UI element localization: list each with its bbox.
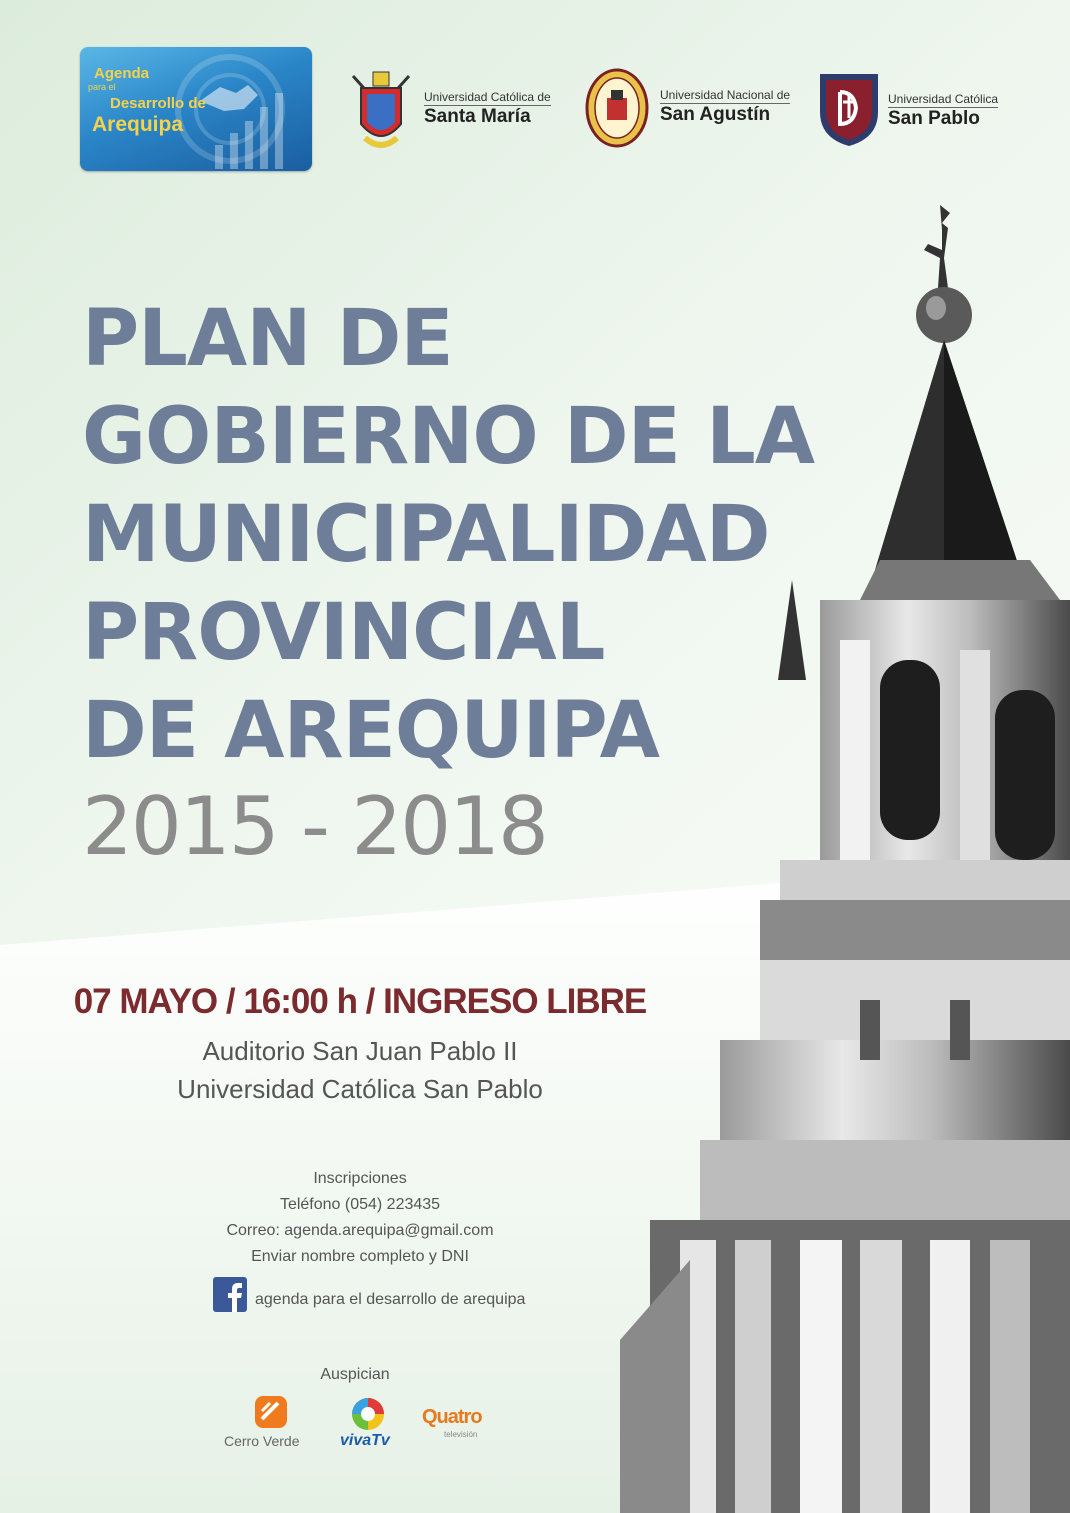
vivatv-logo [338,1396,398,1456]
title-line-4: PROVINCIAL [82,588,605,678]
ucsp-small-text: Universidad Católica [888,92,999,106]
unsa-seal-icon [585,68,649,148]
vivatv-text: vivaTv [340,1432,390,1449]
ucsm-small-text: Universidad Católica de [424,90,551,104]
quatro-logo [422,1406,512,1446]
registration-heading: Inscripciones [313,1170,407,1187]
vivatv-icon [346,1396,390,1432]
ucsm-crest-icon [345,68,417,158]
quatro-subtext: televisión [444,1430,478,1439]
ucsm-name: Santa María [424,106,531,127]
venue-university: Universidad Católica San Pablo [177,1074,543,1104]
agenda-desarrollo-logo [80,47,312,171]
cerro-verde-text: Cerro Verde [224,1433,300,1449]
facebook-icon[interactable] [213,1277,247,1312]
quatro-text: Quatro [422,1406,482,1428]
facebook-page-link[interactable]: agenda para el desarrollo de arequipa [255,1291,526,1308]
main-title [82,290,902,780]
title-line-3: MUNICIPALIDAD [82,490,770,580]
sponsors-heading: Auspician [320,1366,390,1383]
unsa-name: San Agustín [660,104,771,125]
title-line-2: GOBIERNO DE LA [82,392,815,482]
agenda-logo-line1: Agenda [94,65,150,82]
venue-auditorium: Auditorio San Juan Pablo II [202,1036,518,1066]
title-line-5: DE AREQUIPA [82,686,659,776]
cerro-verde-icon [254,1395,288,1429]
ucsp-logo [888,92,998,130]
facebook-f-icon [213,1277,247,1312]
title-line-1: PLAN DE [82,294,453,384]
ucsp-name: San Pablo [888,108,980,129]
agenda-logo-line4: Arequipa [92,113,184,136]
agenda-logo-line2: para el [88,82,116,92]
event-details: 07 MAYO / 16:00 h / INGRESO LIBRE [73,982,647,1021]
unsa-small-text: Universidad Nacional de [660,88,791,102]
ucsm-logo [424,90,551,128]
ucsp-shield-icon [818,72,880,148]
registration-note: Enviar nombre completo y DNI [251,1248,469,1265]
unsa-logo [660,88,790,126]
cerro-verde-logo [222,1395,318,1455]
agenda-logo-line3: Desarrollo de [110,95,206,112]
registration-phone: Teléfono (054) 223435 [279,1196,441,1213]
registration-email[interactable]: Correo: agenda.arequipa@gmail.com [226,1222,494,1239]
title-years: 2015 - 2018 [82,780,547,873]
